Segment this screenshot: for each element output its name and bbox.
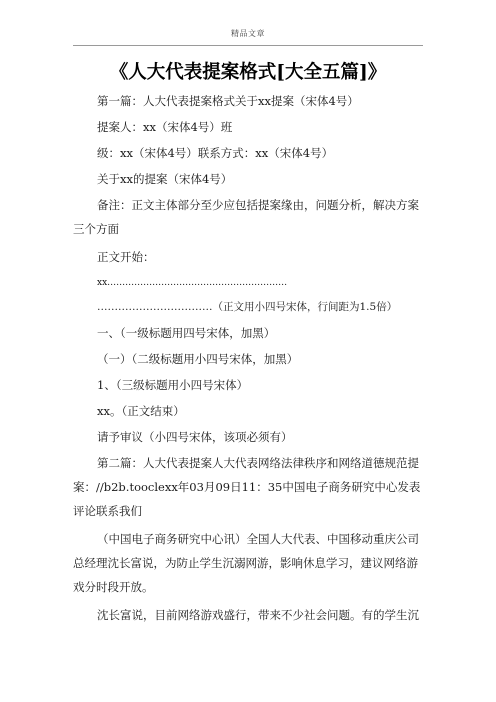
paragraph-line: 戏分时段开放。 (73, 580, 154, 594)
heading-level-1: 一、（一级标题用四号宋体，加黑） (97, 326, 276, 340)
paragraph-line: 第一篇：人大代表提案格式关于xx提案（宋体4号） (97, 94, 359, 108)
paragraph-line: ……………………………（正文用小四号宋体，行间距为1.5倍） (97, 301, 398, 313)
paragraph-line: 案：//b2b.tooclexx年03月09日11：35中国电子商务研究中心发表 (73, 480, 421, 494)
paragraph-line: xx。（正文结束） (97, 404, 185, 418)
paragraph-line: 请予审议（小四号宋体，该项必须有） (97, 430, 293, 444)
paragraph-line: （中国电子商务研究中心讯）全国人大代表、中国移动重庆公司 (97, 532, 419, 546)
heading-level-3: 1、（三级标题用小四号宋体） (97, 378, 249, 392)
paragraph-line: 备注：正文主体部分至少应包括提案缘由，问题分析，解决方案 (97, 198, 419, 212)
document-title: 《人大代表提案格式[大全五篇]》 (109, 62, 387, 83)
paragraph-line: 关于xx的提案（宋体4号） (97, 172, 233, 186)
paragraph-line: 沈长富说，目前网络游戏盛行，带来不少社会问题。有的学生沉 (97, 608, 419, 622)
heading-level-2: （一）（二级标题用小四号宋体，加黑） (97, 352, 299, 366)
paragraph-line: 总经理沈长富说，为防止学生沉溺网游，影响休息学习，建议网络游 (73, 556, 418, 570)
paragraph-line: 评论联系我们 (73, 504, 142, 518)
paragraph-line: 级：xx（宋体4号）联系方式：xx（宋体4号） (97, 146, 334, 160)
paragraph-line: xx…………………………………………………… (97, 278, 288, 288)
paragraph-line: 三个方面 (73, 222, 119, 236)
header-text: 精品文章 (231, 29, 265, 38)
page-header (73, 0, 423, 46)
paragraph-line: 正文开始： (97, 250, 155, 264)
paragraph-line: 第二篇：人大代表提案人大代表网络法律秩序和网络道德规范提 (97, 456, 419, 470)
paragraph-line: 提案人：xx（宋体4号）班 (97, 120, 233, 134)
